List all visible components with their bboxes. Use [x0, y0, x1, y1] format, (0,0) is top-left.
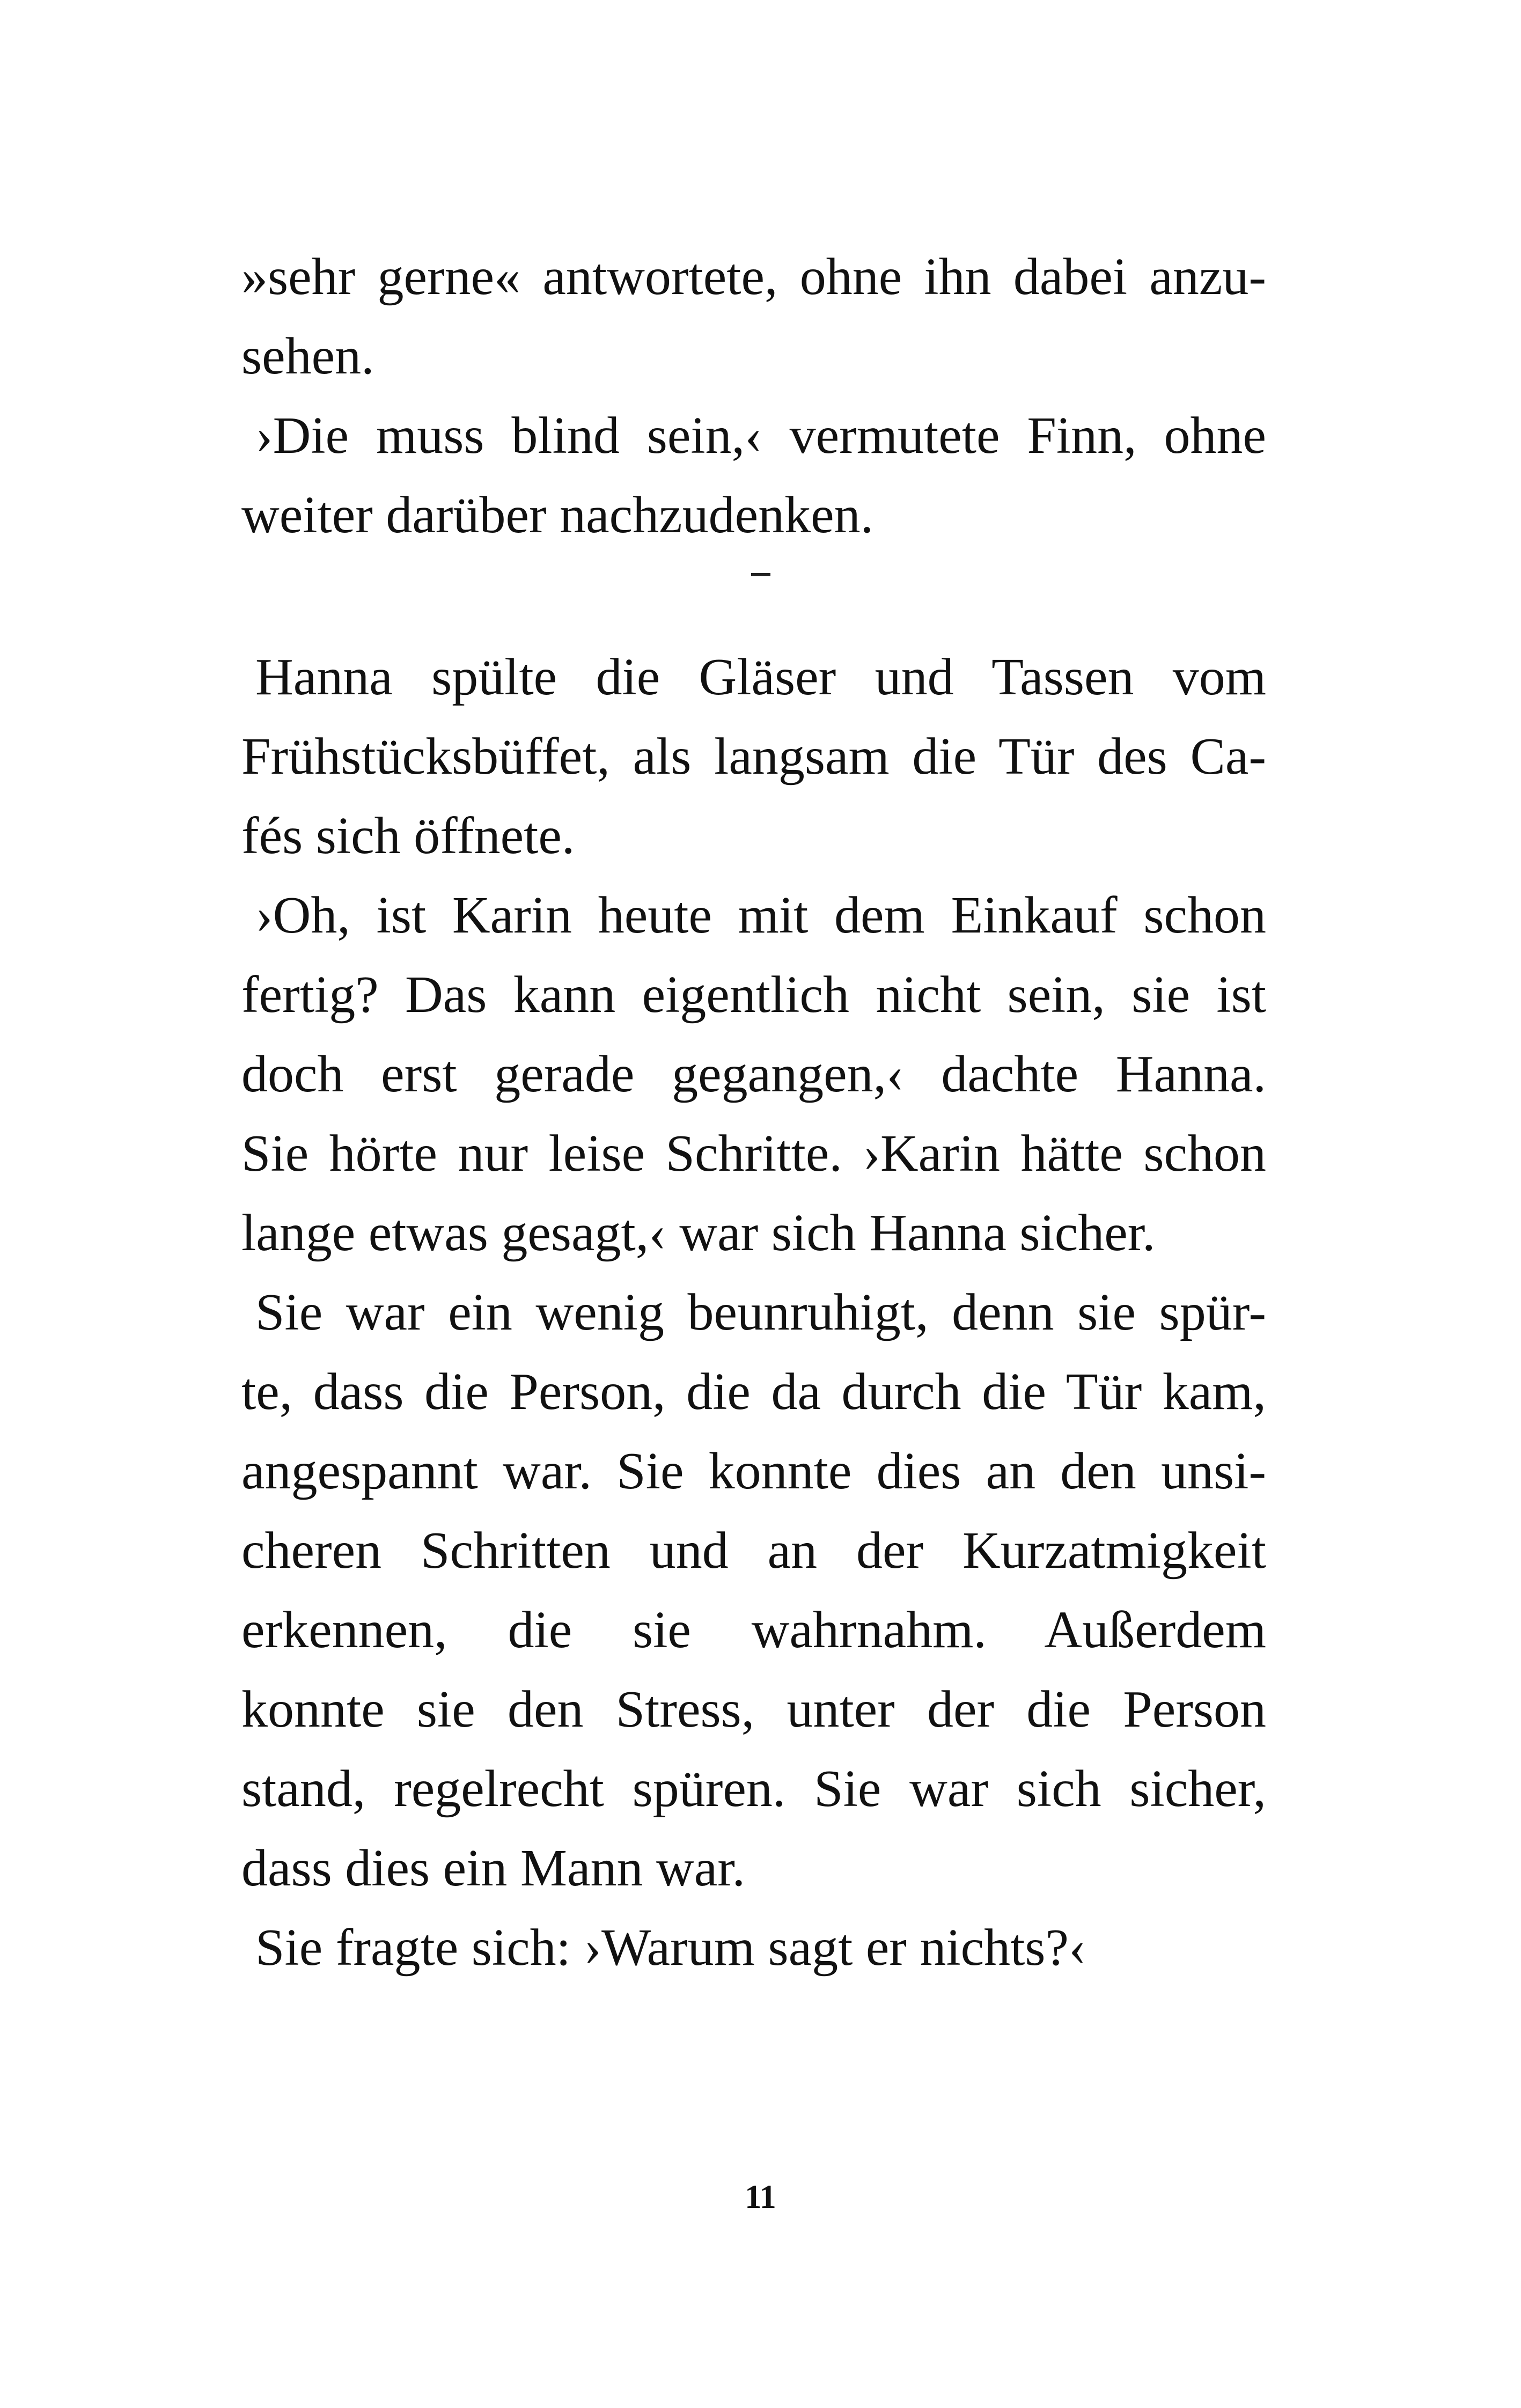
text-line: lange etwas gesagt,‹ war sich Hanna sicher.: [241, 1204, 1156, 1262]
text-line: Sie hörte nur leise Schritte. ›Karin hätte schon: [241, 1125, 1266, 1183]
text-line: fertig? Das kann eigentlich nicht sein, sie ist: [241, 966, 1266, 1024]
text-line: dass dies ein Mann war.: [241, 1839, 745, 1897]
section-separator: [751, 573, 770, 576]
text-line: ›Die muss blind sein,‹ vermutete Finn, ohne: [255, 407, 1266, 465]
text-line: erkennen, die sie wahrnahm. Außerdem: [241, 1601, 1266, 1659]
page-number: 11: [745, 2179, 776, 2215]
text-line: Hanna spülte die Gläser und Tassen vom: [255, 648, 1266, 706]
text-line: weiter darüber nachzudenken.: [241, 486, 874, 544]
text-line: sehen.: [241, 327, 374, 385]
text-line: te, dass die Person, die da durch die Tür kam,: [241, 1363, 1266, 1421]
text-line: fés sich öffnete.: [241, 807, 575, 865]
text-line: Frühstücksbüffet, als langsam die Tür des Ca-: [241, 728, 1266, 785]
text-line: stand, regelrecht spüren. Sie war sich sicher,: [241, 1760, 1266, 1818]
text-line: »sehr gerne« antwortete, ohne ihn dabei anzu-: [241, 248, 1266, 306]
text-line: doch erst gerade gegangen,‹ dachte Hanna.: [241, 1045, 1266, 1103]
text-line: Sie war ein wenig beunruhigt, denn sie spür-: [255, 1283, 1266, 1341]
text-line: angespannt war. Sie konnte dies an den unsi-: [241, 1442, 1266, 1500]
text-line: cheren Schritten und an der Kurzatmigkeit: [241, 1522, 1266, 1580]
text-line: konnte sie den Stress, unter der die Person: [241, 1680, 1266, 1738]
text-line: ›Oh, ist Karin heute mit dem Einkauf schon: [255, 886, 1266, 944]
text-line: Sie fragte sich: ›Warum sagt er nichts?‹: [255, 1919, 1086, 1977]
